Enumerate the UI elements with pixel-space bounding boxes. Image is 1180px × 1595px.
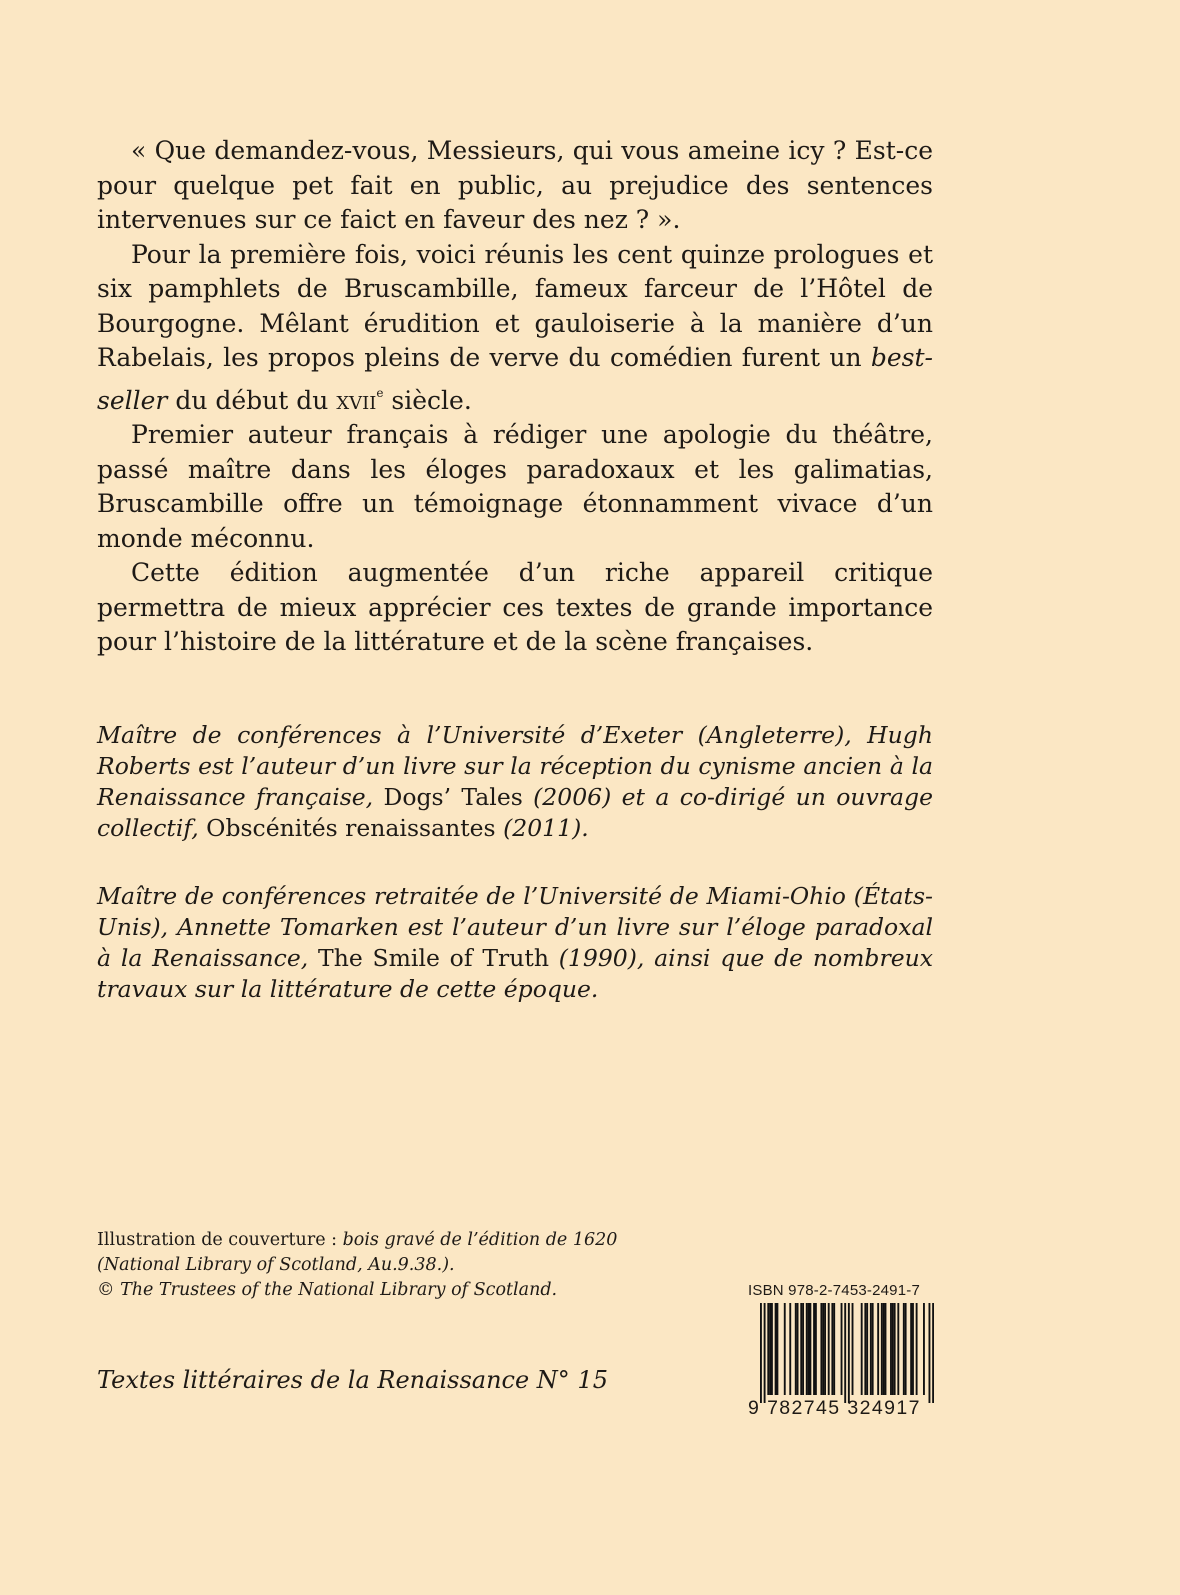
barcode-bar bbox=[833, 1303, 835, 1395]
barcode-bar bbox=[802, 1303, 804, 1395]
barcode-bar bbox=[806, 1303, 808, 1395]
barcode-bar bbox=[885, 1303, 887, 1395]
barcode-bar bbox=[916, 1303, 918, 1395]
credit-line bbox=[97, 1228, 657, 1253]
bio-text: (2011). bbox=[495, 814, 589, 842]
century-roman: xvii bbox=[336, 385, 377, 415]
barcode-bar bbox=[831, 1303, 833, 1395]
century-superscript: e bbox=[376, 385, 384, 400]
century-numeral bbox=[336, 386, 383, 415]
illustration-credits bbox=[97, 1228, 657, 1303]
barcode-bar bbox=[861, 1303, 863, 1395]
barcode-bar bbox=[789, 1303, 791, 1395]
isbn-label: ISBN 978-2-7453-2491-7 bbox=[748, 1282, 921, 1299]
editor-bio-tomarken bbox=[97, 881, 933, 1005]
opening-quote: « Que demandez-vous, Messieurs, qui vous ameine icy ? Est-ce pour quelque pet fait en public, au prejudice des sentences intervenues sur ce faict en faveur des nez ? ». bbox=[97, 136, 933, 234]
bio-text: (1990), ainsi que de nombreux travaux sur la littérature de cette époque. bbox=[97, 944, 934, 1003]
barcode-bar bbox=[890, 1303, 892, 1395]
bio-paragraph bbox=[97, 881, 933, 1005]
barcode bbox=[748, 1303, 934, 1403]
bio-text: Maître de conférences retraitée de l’Université de Miami-Ohio (États-Unis), Annette Tomarken est l’auteur d’un livre sur l’éloge paradoxal à la Renaissance, bbox=[97, 882, 933, 972]
barcode-bar bbox=[795, 1303, 797, 1395]
blurb-text: du début du bbox=[167, 385, 337, 415]
barcode-bar bbox=[848, 1303, 850, 1403]
credit-label: Illustration de couverture : bbox=[97, 1230, 343, 1250]
barcode-bar bbox=[764, 1303, 766, 1403]
barcode-bar bbox=[828, 1303, 830, 1395]
barcode-bar bbox=[932, 1303, 934, 1403]
barcode-bar bbox=[776, 1303, 778, 1395]
barcode-bar bbox=[824, 1303, 826, 1395]
barcode-bar bbox=[912, 1303, 914, 1395]
barcode-digits: 9 782745 324917 bbox=[748, 1397, 921, 1419]
barcode-bar bbox=[852, 1303, 854, 1395]
barcode-bar bbox=[905, 1303, 907, 1395]
barcode-bar bbox=[841, 1303, 843, 1395]
barcode-bar bbox=[771, 1303, 773, 1395]
barcode-bar bbox=[897, 1303, 899, 1395]
book-title: The Smile of Truth bbox=[318, 944, 549, 972]
barcode-bar bbox=[769, 1303, 771, 1395]
editor-bio-roberts bbox=[97, 720, 933, 844]
barcode-bar bbox=[864, 1303, 866, 1395]
barcode-bar bbox=[760, 1303, 762, 1403]
barcode-bar bbox=[929, 1303, 931, 1403]
credit-line: (National Library of Scotland, Au.9.38.). bbox=[97, 1255, 455, 1275]
barcode-bar bbox=[767, 1303, 769, 1395]
blurb-italic-term: best-seller bbox=[97, 343, 933, 415]
blurb-paragraph-author: Premier auteur français à rédiger une apologie du théâtre, passé maître dans les éloges paradoxaux et les galimatias, Bruscambille offre un témoignage étonnamment vivace d’un monde méconnu. bbox=[97, 420, 933, 553]
barcode-bar bbox=[800, 1303, 802, 1395]
series-title: Textes littéraires de la Renaissance N° 15 bbox=[97, 1366, 608, 1394]
barcode-bar bbox=[808, 1303, 810, 1395]
barcode-bar bbox=[815, 1303, 817, 1395]
book-title: Obscénités renaissantes bbox=[206, 814, 496, 842]
barcode-bar bbox=[903, 1303, 905, 1395]
book-title: Dogs’ Tales bbox=[383, 783, 523, 811]
barcode-bar bbox=[923, 1303, 925, 1395]
barcode-bar bbox=[872, 1303, 874, 1395]
blurb-text: siècle. bbox=[383, 385, 472, 415]
barcode-bar bbox=[775, 1303, 777, 1395]
barcode-bar bbox=[822, 1303, 824, 1395]
barcode-bar bbox=[892, 1303, 894, 1395]
barcode-bar bbox=[784, 1303, 786, 1395]
blurb bbox=[97, 134, 933, 660]
bio-text: Maître de conférences à l’Université d’Exeter (Angleterre), Hugh Roberts est l’auteur d’un livre sur la réception du cynisme ancien à la Renaissance française, bbox=[97, 721, 933, 811]
isbn-block bbox=[748, 1282, 934, 1420]
barcode-bar bbox=[844, 1303, 846, 1403]
back-cover bbox=[97, 0, 933, 1595]
barcode-bar bbox=[881, 1303, 883, 1395]
blurb-paragraph-presentation bbox=[97, 238, 933, 419]
barcode-bar bbox=[877, 1303, 879, 1395]
blurb-paragraph-edition: Cette édition augmentée d’un riche appareil critique permettra de mieux apprécier ces textes de grande importance pour l’histoire de la littérature et de la scène françaises. bbox=[97, 558, 933, 656]
barcode-bar bbox=[894, 1303, 896, 1395]
credit-line: © The Trustees of the National Library of Scotland. bbox=[97, 1280, 558, 1300]
blurb-text: Pour la première fois, voici réunis les cent quinze prologues et six pamphlets de Bruscambille, fameux farceur de l’Hôtel de Bourgogne. Mêlant érudition et gauloiserie à la manière d’un Rabelais, les propos pleins de verve du comédien furent un bbox=[97, 239, 933, 372]
barcode-bar bbox=[809, 1303, 811, 1395]
barcode-bar bbox=[866, 1303, 868, 1395]
barcode-bar bbox=[883, 1303, 885, 1395]
credit-value: bois gravé de l’édition de 1620 bbox=[342, 1230, 618, 1250]
bio-paragraph bbox=[97, 720, 933, 844]
bio-text: (2006) et a co-dirigé un ouvrage collectif, bbox=[97, 783, 933, 842]
barcode-bar bbox=[797, 1303, 799, 1395]
barcode-bar bbox=[820, 1303, 822, 1395]
barcode-bar bbox=[813, 1303, 815, 1395]
barcode-bar bbox=[870, 1303, 872, 1395]
barcode-bar bbox=[910, 1303, 912, 1395]
